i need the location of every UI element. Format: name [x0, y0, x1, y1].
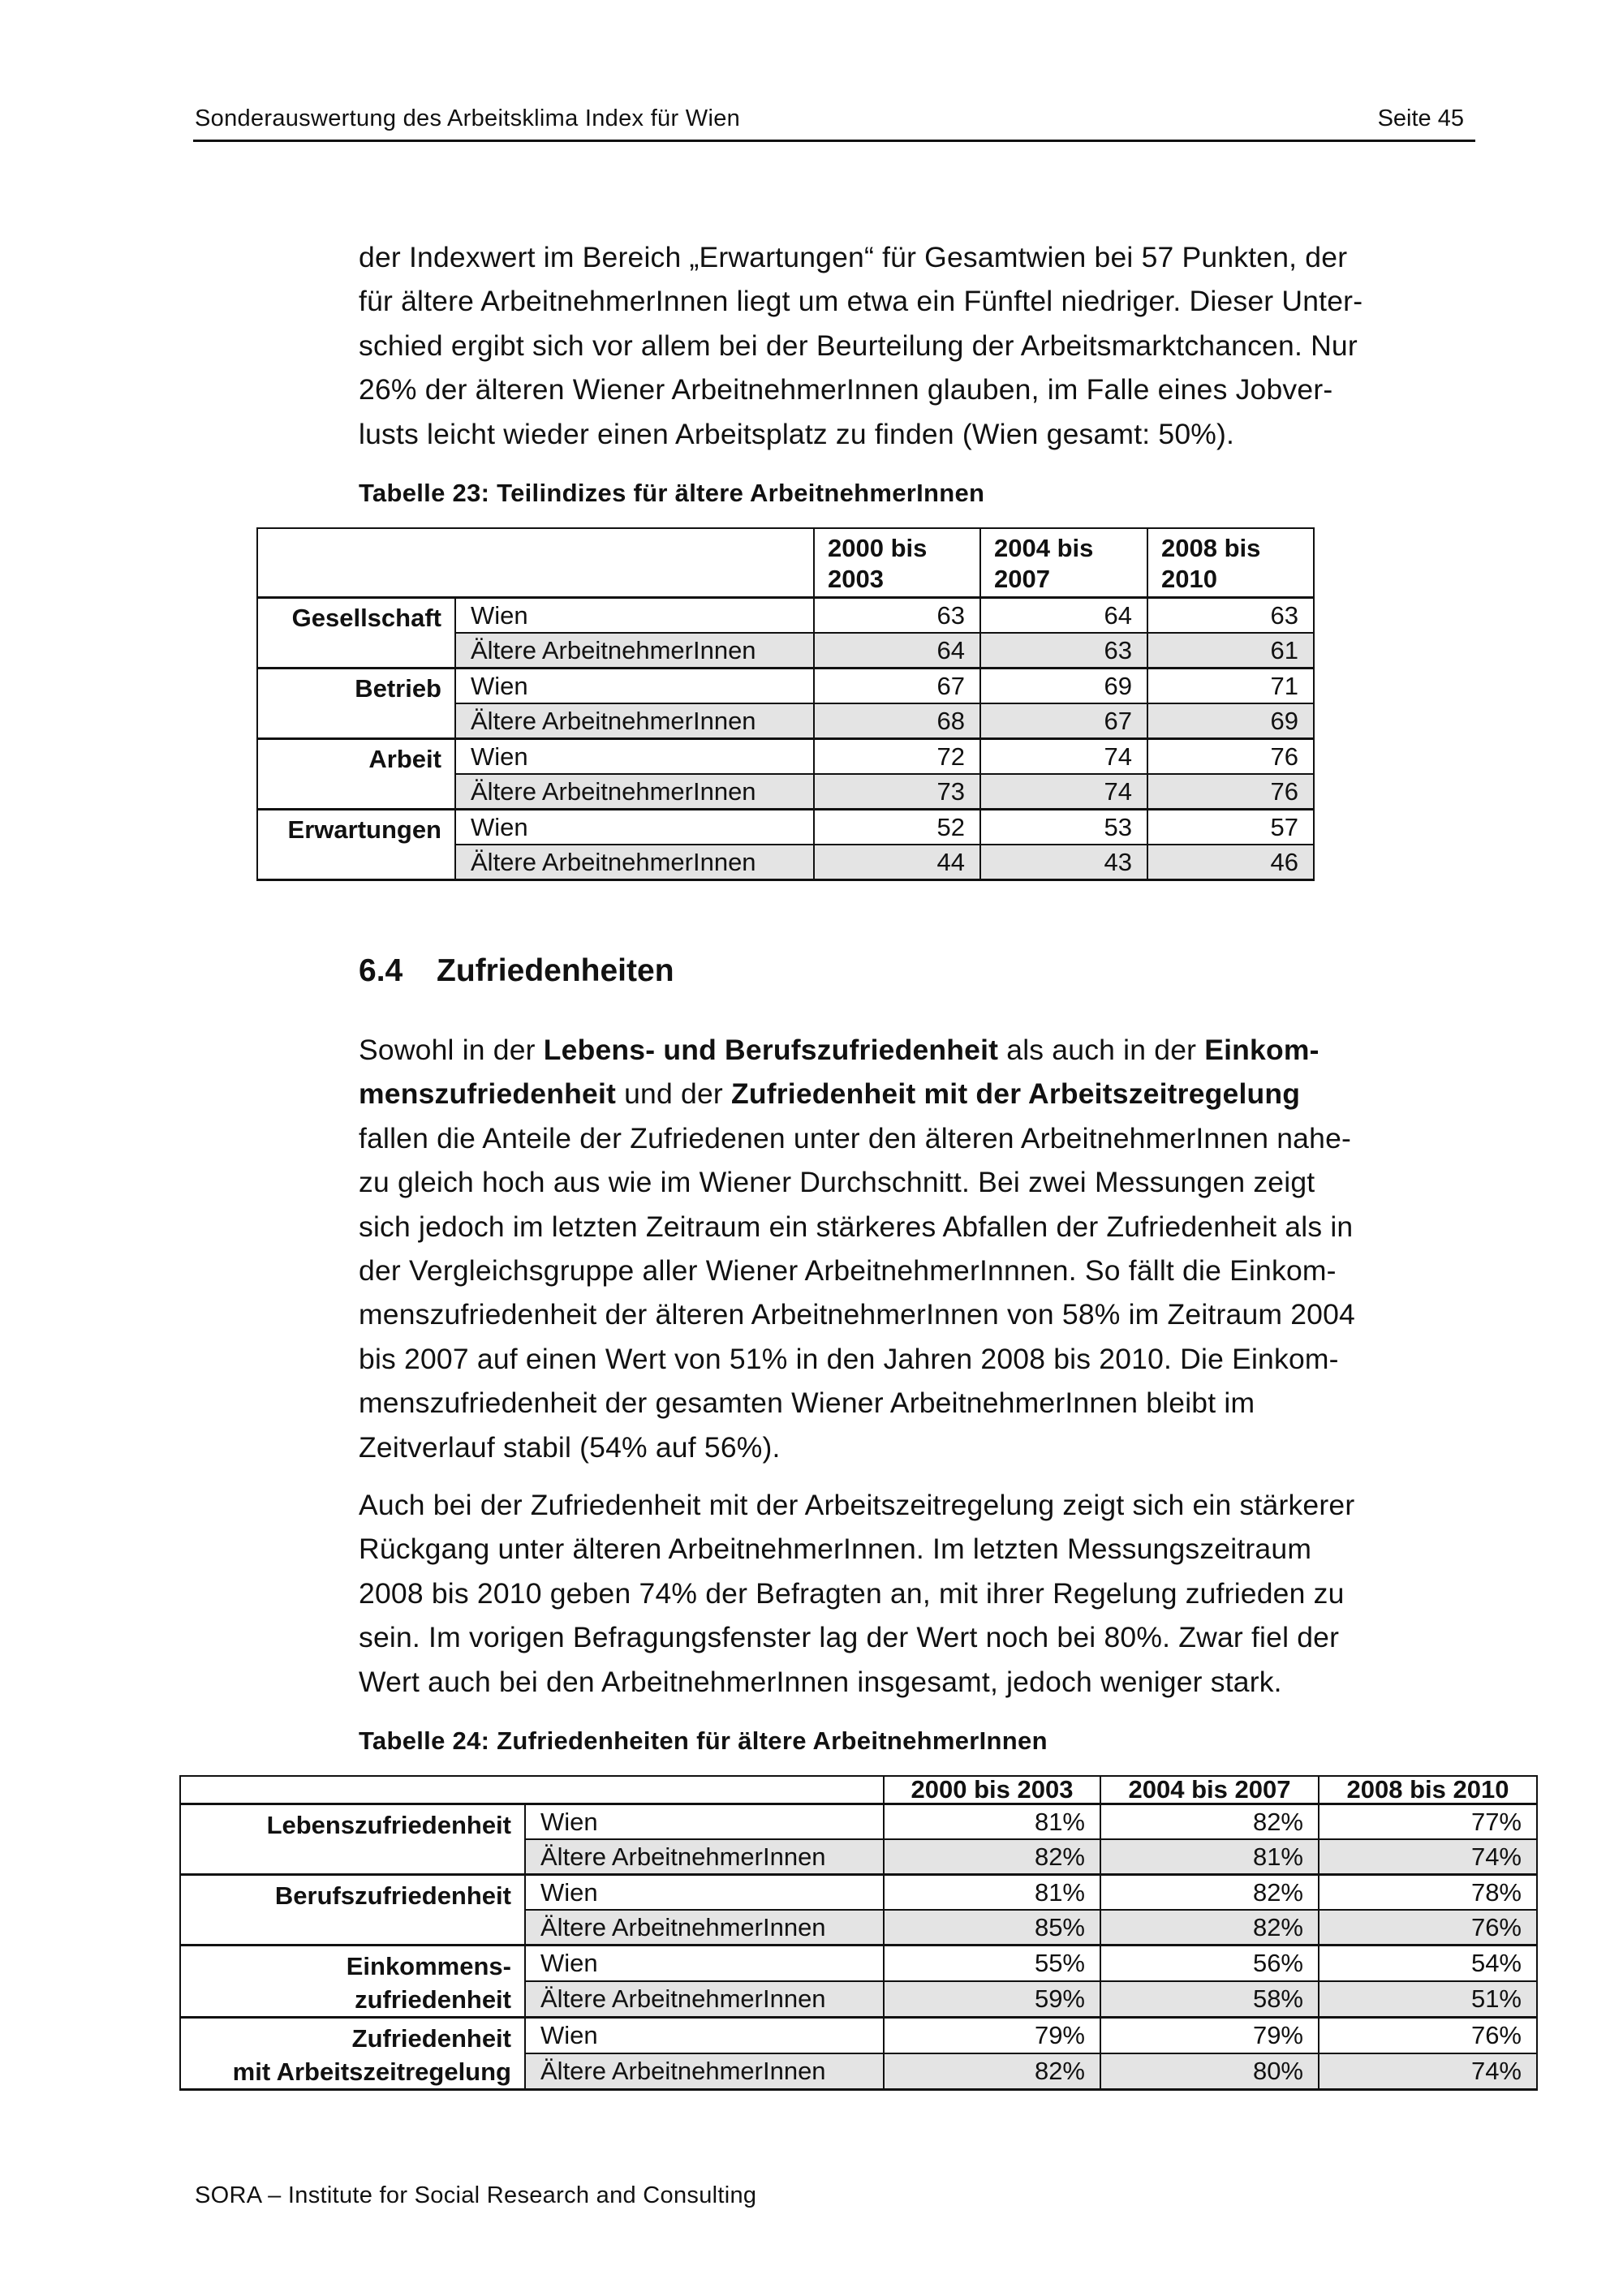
- emphasis: Einkom-: [1204, 1034, 1319, 1066]
- emphasis: menszufriedenheit: [359, 1077, 617, 1111]
- value-cell: 82%: [884, 2053, 1100, 2090]
- value-cell: 64: [980, 598, 1147, 634]
- row-label: Ältere ArbeitnehmerInnen: [455, 774, 814, 810]
- value-cell: 80%: [1100, 2053, 1319, 2090]
- group-label: Lebenszufriedenheit: [180, 1804, 525, 1875]
- value-cell: 81%: [1100, 1839, 1319, 1875]
- section-title: Zufriedenheiten: [437, 953, 674, 988]
- emphasis: Lebens- und Berufszufriedenheit: [543, 1034, 999, 1066]
- value-cell: 74%: [1319, 1839, 1537, 1875]
- header-empty-cell: [257, 528, 814, 598]
- text-line: 2008 bis 2010 geben 74% der Befragten an, mit ihrer Regelung zufrieden zu: [359, 1576, 1345, 1610]
- row-label: Ältere ArbeitnehmerInnen: [455, 703, 814, 739]
- value-cell: 64: [814, 633, 980, 669]
- value-cell: 69: [980, 669, 1147, 704]
- value-cell: 67: [980, 703, 1147, 739]
- value-cell: 76%: [1319, 1910, 1537, 1946]
- group-label: Betrieb: [257, 669, 455, 739]
- row-label: Ältere ArbeitnehmerInnen: [525, 1981, 884, 2018]
- value-cell: 74: [980, 739, 1147, 775]
- row-label: Wien: [455, 739, 814, 775]
- text-line: zu gleich hoch aus wie im Wiener Durchschnitt. Bei zwei Messungen zeigt: [359, 1166, 1315, 1199]
- text-line: menszufriedenheit der gesamten Wiener ArbeitnehmerInnen bleibt im: [359, 1387, 1255, 1420]
- section-heading: [359, 953, 674, 989]
- table24-caption: Tabelle 24: Zufriedenheiten für ältere ArbeitnehmerInnen: [359, 1726, 1048, 1755]
- value-cell: 79%: [884, 2018, 1100, 2054]
- working-time-paragraph: [359, 1483, 1479, 1704]
- value-cell: 82%: [1100, 1910, 1319, 1946]
- text-line: Wert auch bei den ArbeitnehmerInnen insgesamt, jedoch weniger stark.: [359, 1665, 1282, 1698]
- text-line: Rückgang unter älteren ArbeitnehmerInnen. Im letzten Messungszeitraum: [359, 1533, 1312, 1566]
- header-empty-cell: [180, 1776, 884, 1804]
- row-label: Ältere ArbeitnehmerInnen: [525, 1910, 884, 1946]
- group-label: Gesellschaft: [257, 598, 455, 669]
- value-cell: 63: [814, 598, 980, 634]
- row-label: Wien: [525, 2018, 884, 2054]
- column-header: 2008 bis 2010: [1147, 528, 1314, 598]
- value-cell: 79%: [1100, 2018, 1319, 2054]
- value-cell: 44: [814, 845, 980, 880]
- value-cell: 52: [814, 810, 980, 845]
- value-cell: 76%: [1319, 2018, 1537, 2054]
- value-cell: 71: [1147, 669, 1314, 704]
- table23-caption: Tabelle 23: Teilindizes für ältere ArbeitnehmerInnen: [359, 479, 985, 507]
- table24: [179, 1775, 1538, 2091]
- value-cell: 78%: [1319, 1875, 1537, 1911]
- emphasis: Zufriedenheit mit der Arbeitszeitregelung: [730, 1077, 1301, 1111]
- column-header: 2008 bis 2010: [1319, 1776, 1537, 1804]
- value-cell: 82%: [1100, 1804, 1319, 1840]
- document-title: Sonderauswertung des Arbeitsklima Index für Wien: [195, 105, 741, 131]
- row-label: Wien: [455, 810, 814, 845]
- section-number: 6.4: [359, 953, 403, 988]
- value-cell: 72: [814, 739, 980, 775]
- value-cell: 74%: [1319, 2053, 1537, 2090]
- text-line: Auch bei der Zufriedenheit mit der Arbeitszeitregelung zeigt sich ein stärkerer: [359, 1489, 1355, 1521]
- value-cell: 81%: [884, 1804, 1100, 1840]
- row-label: Wien: [525, 1875, 884, 1911]
- row-label: Wien: [525, 1804, 884, 1840]
- text-line: der Indexwert im Bereich „Erwartungen“ für Gesamtwien bei 57 Punkten, der: [359, 241, 1348, 273]
- row-label: Wien: [455, 598, 814, 634]
- value-cell: 58%: [1100, 1981, 1319, 2018]
- text-line: menszufriedenheit und der Zufriedenheit mit der Arbeitszeitregelung: [359, 1077, 1301, 1111]
- text-line: Zeitverlauf stabil (54% auf 56%).: [359, 1430, 781, 1464]
- table-row: [180, 1804, 1537, 1840]
- row-label: Wien: [455, 669, 814, 704]
- value-cell: 77%: [1319, 1804, 1537, 1840]
- text-line: für ältere ArbeitnehmerInnen liegt um etwa ein Fünftel niedriger. Dieser Unter-: [359, 285, 1363, 318]
- value-cell: 81%: [884, 1875, 1100, 1911]
- table23: [256, 527, 1315, 881]
- group-label: Zufriedenheit mit Arbeitszeitregelung: [180, 2018, 525, 2090]
- value-cell: 51%: [1319, 1981, 1537, 2018]
- value-cell: 69: [1147, 703, 1314, 739]
- value-cell: 82%: [1100, 1875, 1319, 1911]
- page-number: Seite 45: [1377, 105, 1464, 131]
- text-line: der Vergleichsgruppe aller Wiener ArbeitnehmerInnnen. So fällt die Einkom-: [359, 1254, 1337, 1288]
- text-line: lusts leicht wieder einen Arbeitsplatz zu finden (Wien gesamt: 50%).: [359, 417, 1235, 450]
- value-cell: 43: [980, 845, 1147, 880]
- value-cell: 46: [1147, 845, 1314, 880]
- value-cell: 53: [980, 810, 1147, 845]
- value-cell: 55%: [884, 1946, 1100, 1982]
- value-cell: 59%: [884, 1981, 1100, 2018]
- text-line: menszufriedenheit der älteren ArbeitnehmerInnen von 58% im Zeitraum 2004: [359, 1298, 1356, 1331]
- row-label: Ältere ArbeitnehmerInnen: [525, 1839, 884, 1875]
- row-label: Ältere ArbeitnehmerInnen: [525, 2053, 884, 2090]
- column-header: 2004 bis 2007: [1100, 1776, 1319, 1804]
- text-line: 26% der älteren Wiener ArbeitnehmerInnen glauben, im Falle eines Jobver-: [359, 373, 1333, 406]
- value-cell: 61: [1147, 633, 1314, 669]
- value-cell: 76: [1147, 774, 1314, 810]
- column-header: 2004 bis 2007: [980, 528, 1147, 598]
- value-cell: 76: [1147, 739, 1314, 775]
- value-cell: 63: [980, 633, 1147, 669]
- group-label: Arbeit: [257, 739, 455, 810]
- text-line: sein. Im vorigen Befragungsfenster lag der Wert noch bei 80%. Zwar fiel der: [359, 1621, 1340, 1654]
- value-cell: 56%: [1100, 1946, 1319, 1982]
- value-cell: 82%: [884, 1839, 1100, 1875]
- value-cell: 57: [1147, 810, 1314, 845]
- group-label: Erwartungen: [257, 810, 455, 880]
- row-label: Wien: [525, 1946, 884, 1982]
- running-header: [193, 104, 1475, 142]
- table-row: [257, 739, 1314, 775]
- value-cell: 73: [814, 774, 980, 810]
- row-label: Ältere ArbeitnehmerInnen: [455, 633, 814, 669]
- table-row: [257, 810, 1314, 845]
- value-cell: 74: [980, 774, 1147, 810]
- table-row: [180, 2018, 1537, 2054]
- table-header-row: [257, 528, 1314, 598]
- table-row: [180, 1946, 1537, 1982]
- text-line: Sowohl in der Lebens- und Berufszufriedenheit als auch in der Einkom-: [359, 1034, 1319, 1066]
- row-label: Ältere ArbeitnehmerInnen: [455, 845, 814, 880]
- table-header-row: [180, 1776, 1537, 1804]
- satisfaction-paragraph: [359, 1028, 1479, 1469]
- text-line: sich jedoch im letzten Zeitraum ein stärkeres Abfallen der Zufriedenheit als in: [359, 1210, 1354, 1243]
- value-cell: 63: [1147, 598, 1314, 634]
- table-row: [180, 1875, 1537, 1911]
- value-cell: 85%: [884, 1910, 1100, 1946]
- footer: SORA – Institute for Social Research and Consulting: [195, 2182, 757, 2208]
- intro-paragraph: [359, 235, 1479, 456]
- text-line: bis 2007 auf einen Wert von 51% in den Jahren 2008 bis 2010. Die Einkom-: [359, 1342, 1339, 1375]
- group-label: Einkommens- zufriedenheit: [180, 1946, 525, 2018]
- column-header: 2000 bis 2003: [884, 1776, 1100, 1804]
- group-label: Berufszufriedenheit: [180, 1875, 525, 1946]
- value-cell: 68: [814, 703, 980, 739]
- value-cell: 67: [814, 669, 980, 704]
- table-row: [257, 598, 1314, 634]
- text-line: schied ergibt sich vor allem bei der Beurteilung der Arbeitsmarktchancen. Nur: [359, 329, 1358, 362]
- value-cell: 54%: [1319, 1946, 1537, 1982]
- column-header: 2000 bis 2003: [814, 528, 980, 598]
- text-line: fallen die Anteile der Zufriedenen unter den älteren ArbeitnehmerInnen nahe-: [359, 1121, 1352, 1154]
- table-row: [257, 669, 1314, 704]
